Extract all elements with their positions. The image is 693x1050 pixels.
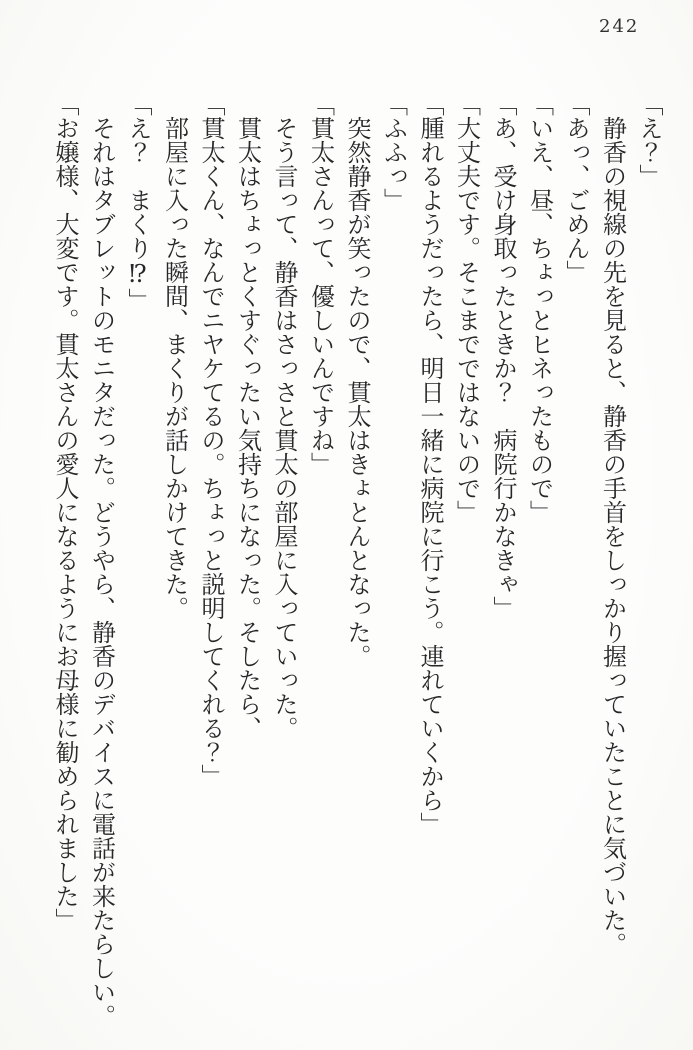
text-line: 「え？ まくり⁉」	[124, 92, 152, 312]
text-line: 「ふふっ」	[379, 92, 408, 212]
text-line: 貫太はちょっとくすぐったい気持ちになった。そしたら、	[233, 116, 262, 740]
page-number: 242	[599, 16, 640, 37]
text-line: 「貫太くん、なんでニヤケてるの。ちょっと説明してくれる？」	[197, 92, 225, 788]
text-line: 突然静香が笑ったので、貫太はきょとんとなった。	[343, 116, 371, 668]
text-line: 「お嬢様、大変です。貫太さんの愛人になるようにお母様に勧められました」	[51, 92, 79, 932]
text-line: 「腫れるようだったら、明日一緒に病院に行こう。連れていくから」	[416, 92, 444, 836]
text-line: 「え？」	[635, 92, 663, 188]
vertical-text-area	[47, 92, 668, 1044]
text-line: 「貫太さんって、優しいんですね」	[306, 92, 335, 476]
text-line: 「いえ、昼、ちょっとヒネったもので」	[525, 92, 554, 524]
text-line: 部屋に入った瞬間、まくりが話しかけてきた。	[160, 116, 189, 620]
text-line: 「あっ、ごめん」	[562, 92, 590, 284]
text-line: 「あ、受け身取ったときか？ 病院行かなきゃ」	[489, 92, 517, 620]
text-line: 静香の視線の先を見ると、静香の手首をしっかり握っていたことに気づいた。	[598, 116, 627, 956]
text-line: 「大丈夫です。そこまでではないので」	[452, 92, 481, 524]
text-line: それはタブレットのモニタだった。どうやら、静香のデバイスに電話が来たらしい。	[87, 116, 116, 1028]
text-line: そう言って、静香はさっさと貫太の部屋に入っていった。	[270, 116, 298, 740]
